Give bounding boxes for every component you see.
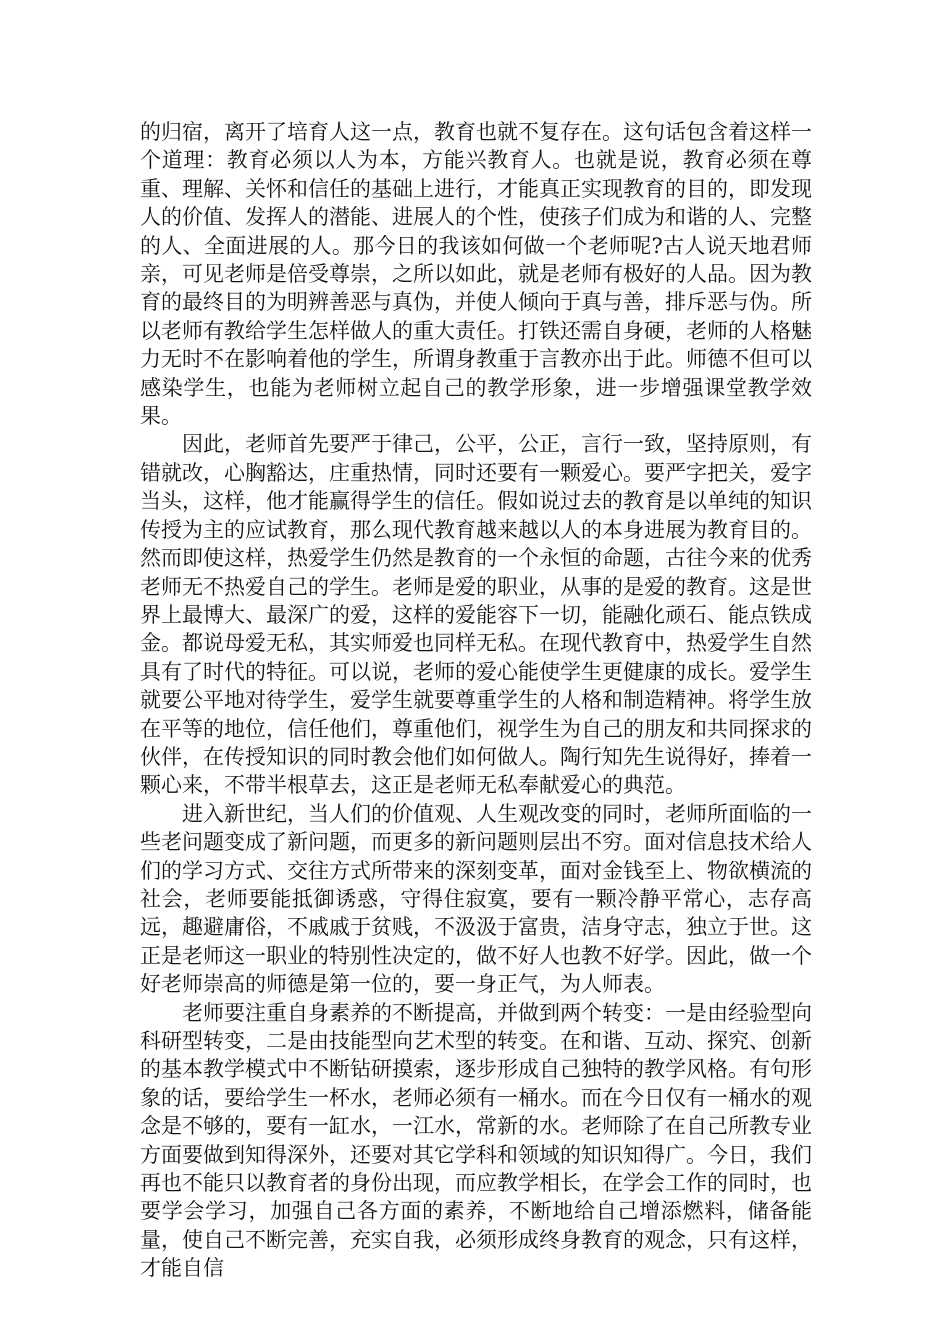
paragraph-1: 的归宿，离开了培育人这一点，教育也就不复存在。这句话包含着这样一个道理：教育必须以人为本，方能兴教育人。也就是说，教育必须在尊重、理解、关怀和信任的基础上进行，才能真正实现教育的目的，即发现人的价值、发挥人的潜能、进展人的个性，使孩子们成为和谐的人、完整的人、全面进展的人。那今日的我该如何做一个老师呢?古人说天地君师亲，可见老师是倍受尊崇，之所以如此，就是老师有极好的人品。因为教育的最终目的为明辨善恶与真伪，并使人倾向于真与善，排斥恶与伪。所以老师有教给学生怎样做人的重大责任。打铁还需自身硬，老师的人格魅力无时不在影响着他的学生，所谓身教重于言教亦出于此。师德不但可以感染学生，也能为老师树立起自己的教学形象，进一步增强课堂教学效果。 [140,120,812,429]
document-body [140,118,812,1283]
paragraph-4: 老师要注重自身素养的不断提高，并做到两个转变：一是由经验型向科研型转变，二是由技能型向艺术型的转变。在和谐、互动、探究、创新的基本教学模式中不断钻研摸索，逐步形成自己独特的教学风格。有句形象的话，要给学生一杯水，老师必须有一桶水。而在今日仅有一桶水的观念是不够的，要有一缸水，一江水，常新的水。老师除了在自己所教专业方面要做到知得深外，还要对其它学科和领域的知识知得广。今日，我们再也不能只以教育者的身份出现，而应教学相长，在学会工作的同时，也要学会学习，加强自己各方面的素养，不断地给自己增添燃料，储备能量，使自己不断完善，充实自我，必须形成终身教育的观念，只有这样，才能自信 [140,1000,812,1281]
paragraph-3: 进入新世纪，当人们的价值观、人生观改变的同时，老师所面临的一些老问题变成了新问题，而更多的新问题则层出不穷。面对信息技术给人们的学习方式、交往方式所带来的深刻变革，面对金钱至上、物欲横流的社会，老师要能抵御诱惑，守得住寂寞，要有一颗冷静平常心，志存高远，趣避庸俗，不戚戚于贫贱，不汲汲于富贵，洁身守志，独立于世。这正是老师这一职业的特别性决定的，做不好人也教不好学。因此，做一个好老师崇高的师德是第一位的，要一身正气，为人师表。 [140,801,812,997]
paragraph-2: 因此，老师首先要严于律己，公平，公正，言行一致，坚持原则，有错就改，心胸豁达，庄重热情，同时还要有一颗爱心。要严字把关，爱字当头，这样，他才能赢得学生的信任。假如说过去的教育是以单纯的知识传授为主的应试教育，那么现代教育越来越以人的本身进展为教育目的。然而即使这样，热爱学生仍然是教育的一个永恒的命题，古往今来的优秀老师无不热爱自己的学生。老师是爱的职业，从事的是爱的教育。这是世界上最博大、最深广的爱，这样的爱能容下一切，能融化顽石、能点铁成金。都说母爱无私，其实师爱也同样无私。在现代教育中，热爱学生自然具有了时代的特征。可以说，老师的爱心能使学生更健康的成长。爱学生就要公平地对待学生，爱学生就要尊重学生的人格和制造精神。将学生放在平等的地位，信任他们，尊重他们，视学生为自己的朋友和共同探求的伙伴，在传授知识的同时教会他们如何做人。陶行知先生说得好，捧着一颗心来，不带半根草去，这正是老师无私奉献爱心的典范。 [140,432,812,798]
